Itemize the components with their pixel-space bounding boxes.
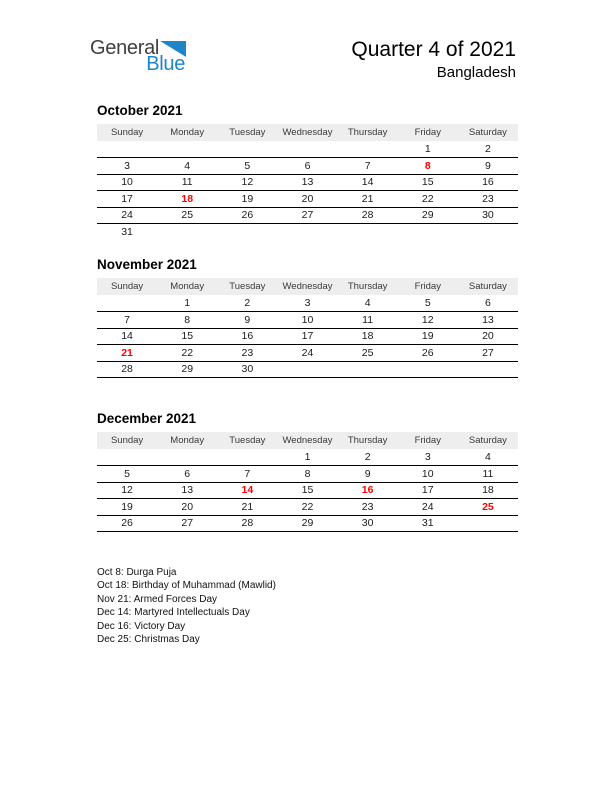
date-cell: 5 [424, 297, 431, 309]
date-cell: 28 [241, 517, 254, 530]
calendar-table-december [97, 432, 518, 532]
empty-date-cell [157, 449, 217, 466]
date-cell: 15 [181, 330, 194, 343]
weekday-header: Saturday [458, 432, 518, 449]
weekday-header: Saturday [458, 278, 518, 295]
date-cell: 16 [241, 330, 254, 343]
page-subtitle-country: Bangladesh [436, 64, 516, 82]
weekday-header: Tuesday [217, 278, 277, 295]
date-cell: 5 [244, 159, 251, 172]
date-cell: 7 [124, 313, 130, 326]
date-cell: 6 [485, 297, 491, 309]
date-cell: 22 [421, 192, 434, 205]
weekday-header: Tuesday [217, 124, 277, 141]
date-cell: 8 [424, 159, 431, 172]
date-cell: 23 [482, 192, 494, 205]
month-section-october [97, 103, 518, 240]
date-cell: 10 [421, 467, 434, 480]
holiday-legend [97, 566, 518, 646]
weekday-header: Friday [398, 278, 458, 295]
date-cell: 20 [181, 500, 194, 513]
date-cell: 4 [184, 159, 191, 172]
date-cell: 21 [121, 346, 133, 359]
month-title-december: December 2021 [97, 411, 197, 426]
date-cell: 9 [244, 313, 251, 326]
date-cell: 23 [241, 346, 254, 359]
weekday-header-row [97, 278, 518, 295]
date-cell: 26 [121, 517, 133, 530]
date-cell: 8 [184, 313, 191, 326]
month-title-november: November 2021 [97, 257, 197, 272]
date-cell: 19 [241, 192, 254, 205]
week-row [97, 295, 518, 312]
empty-date-cell [217, 224, 277, 241]
date-cell: 13 [181, 484, 194, 497]
empty-date-cell [338, 141, 398, 158]
date-cell: 29 [301, 517, 314, 530]
week-row [97, 141, 518, 158]
logo-text-blue: Blue [146, 53, 186, 75]
empty-date-cell [97, 449, 157, 466]
date-cell: 21 [241, 500, 254, 513]
empty-date-cell [97, 141, 157, 158]
date-cell: 2 [244, 297, 251, 309]
date-cell: 3 [124, 159, 130, 172]
week-row [97, 191, 518, 208]
date-cell: 11 [482, 467, 494, 480]
empty-date-cell [398, 224, 458, 241]
date-cell: 12 [241, 176, 254, 189]
date-cell: 5 [124, 467, 130, 480]
date-cell: 29 [181, 363, 194, 376]
date-cell: 18 [361, 330, 374, 343]
empty-date-cell [277, 361, 337, 378]
date-cell: 13 [482, 313, 494, 326]
date-cell: 11 [362, 313, 374, 326]
week-row [97, 482, 518, 499]
date-cell: 1 [184, 297, 191, 309]
weekday-header: Saturday [458, 124, 518, 141]
weekday-header: Wednesday [277, 432, 337, 449]
date-cell: 25 [181, 209, 194, 222]
date-cell: 14 [361, 176, 374, 189]
date-cell: 14 [241, 484, 254, 497]
week-row [97, 361, 518, 378]
date-cell: 4 [485, 451, 491, 463]
date-cell: 9 [485, 159, 491, 172]
holiday-line: Dec 25: Christmas Day [97, 634, 200, 646]
month-section-december [97, 411, 518, 532]
date-cell: 30 [482, 209, 494, 222]
date-cell: 9 [364, 467, 371, 480]
date-cell: 12 [121, 484, 133, 497]
date-cell: 2 [364, 451, 371, 463]
date-cell: 31 [421, 517, 434, 530]
date-cell: 2 [485, 143, 491, 155]
logo-text-general: General [90, 37, 160, 59]
date-cell: 16 [361, 484, 374, 497]
date-cell: 18 [482, 484, 494, 497]
date-cell: 24 [301, 346, 314, 359]
weekday-header: Monday [157, 124, 217, 141]
weekday-header: Sunday [97, 124, 157, 141]
date-cell: 21 [361, 192, 374, 205]
date-cell: 26 [421, 346, 434, 359]
date-cell: 11 [181, 176, 193, 189]
date-cell: 3 [304, 297, 311, 309]
empty-date-cell [458, 361, 518, 378]
date-cell: 28 [361, 209, 374, 222]
weekday-header: Thursday [338, 124, 398, 141]
week-row [97, 207, 518, 224]
week-row [97, 449, 518, 466]
holiday-line: Dec 14: Martyred Intellectuals Day [97, 607, 250, 619]
date-cell: 24 [121, 209, 133, 222]
general-blue-logo [90, 38, 186, 74]
week-row [97, 345, 518, 362]
weekday-header-row [97, 432, 518, 449]
date-cell: 22 [301, 500, 314, 513]
empty-date-cell [458, 224, 518, 241]
date-cell: 3 [424, 451, 431, 463]
date-cell: 27 [482, 346, 494, 359]
week-row [97, 224, 518, 241]
week-row [97, 328, 518, 345]
week-row [97, 174, 518, 191]
date-cell: 20 [482, 330, 494, 343]
date-cell: 18 [181, 192, 194, 205]
date-cell: 17 [421, 484, 434, 497]
date-cell: 8 [304, 467, 311, 480]
weekday-header: Sunday [97, 432, 157, 449]
holiday-line: Oct 8: Durga Puja [97, 567, 177, 578]
date-cell: 28 [121, 363, 133, 376]
date-cell: 15 [421, 176, 434, 189]
empty-date-cell [97, 295, 157, 312]
weekday-header: Thursday [338, 278, 398, 295]
weekday-header: Tuesday [217, 432, 277, 449]
date-cell: 30 [361, 517, 374, 530]
date-cell: 1 [304, 451, 311, 463]
weekday-header: Sunday [97, 278, 157, 295]
empty-date-cell [338, 224, 398, 241]
date-cell: 12 [421, 313, 434, 326]
empty-date-cell [338, 361, 398, 378]
date-cell: 27 [301, 209, 314, 222]
month-section-november [97, 257, 518, 378]
title-block [351, 38, 516, 81]
date-cell: 16 [482, 176, 494, 189]
date-cell: 10 [121, 176, 133, 189]
date-cell: 14 [121, 330, 133, 343]
date-cell: 7 [244, 467, 251, 480]
weekday-header: Wednesday [277, 278, 337, 295]
weekday-header: Wednesday [277, 124, 337, 141]
date-cell: 19 [421, 330, 434, 343]
date-cell: 31 [121, 226, 133, 238]
month-title-october: October 2021 [97, 103, 183, 118]
page-header [90, 38, 516, 81]
week-row [97, 312, 518, 329]
week-row [97, 466, 518, 483]
weekday-header: Monday [157, 432, 217, 449]
date-cell: 30 [241, 363, 254, 376]
date-cell: 15 [301, 484, 314, 497]
empty-date-cell [277, 224, 337, 241]
holiday-line: Oct 18: Birthday of Muhammad (Mawlid) [97, 580, 276, 592]
empty-date-cell [277, 141, 337, 158]
weekday-header: Thursday [338, 432, 398, 449]
empty-date-cell [157, 224, 217, 241]
date-cell: 7 [364, 159, 371, 172]
calendar-table-november [97, 278, 518, 378]
date-cell: 22 [181, 346, 194, 359]
date-cell: 6 [304, 159, 311, 172]
date-cell: 1 [424, 143, 431, 155]
date-cell: 26 [241, 209, 254, 222]
page-title: Quarter 4 of 2021 [351, 38, 516, 61]
holiday-line: Nov 21: Armed Forces Day [97, 593, 218, 605]
date-cell: 29 [421, 209, 434, 222]
date-cell: 20 [301, 192, 314, 205]
date-cell: 27 [181, 517, 194, 530]
weekday-header: Friday [398, 124, 458, 141]
date-cell: 25 [361, 346, 374, 359]
empty-date-cell [217, 141, 277, 158]
date-cell: 19 [121, 500, 133, 513]
weekday-header-row [97, 124, 518, 141]
date-cell: 4 [364, 297, 371, 309]
date-cell: 23 [361, 500, 374, 513]
date-cell: 24 [421, 500, 434, 513]
week-row [97, 499, 518, 516]
empty-date-cell [398, 361, 458, 378]
weekday-header: Friday [398, 432, 458, 449]
empty-date-cell [458, 515, 518, 532]
empty-date-cell [157, 141, 217, 158]
week-row [97, 515, 518, 532]
date-cell: 17 [121, 192, 133, 205]
date-cell: 25 [482, 500, 494, 513]
date-cell: 10 [301, 313, 314, 326]
empty-date-cell [217, 449, 277, 466]
date-cell: 6 [184, 467, 191, 480]
holiday-line: Dec 16: Victory Day [97, 620, 186, 632]
date-cell: 17 [301, 330, 314, 343]
week-row [97, 158, 518, 175]
calendar-table-october [97, 124, 518, 240]
weekday-header: Monday [157, 278, 217, 295]
date-cell: 13 [301, 176, 314, 189]
